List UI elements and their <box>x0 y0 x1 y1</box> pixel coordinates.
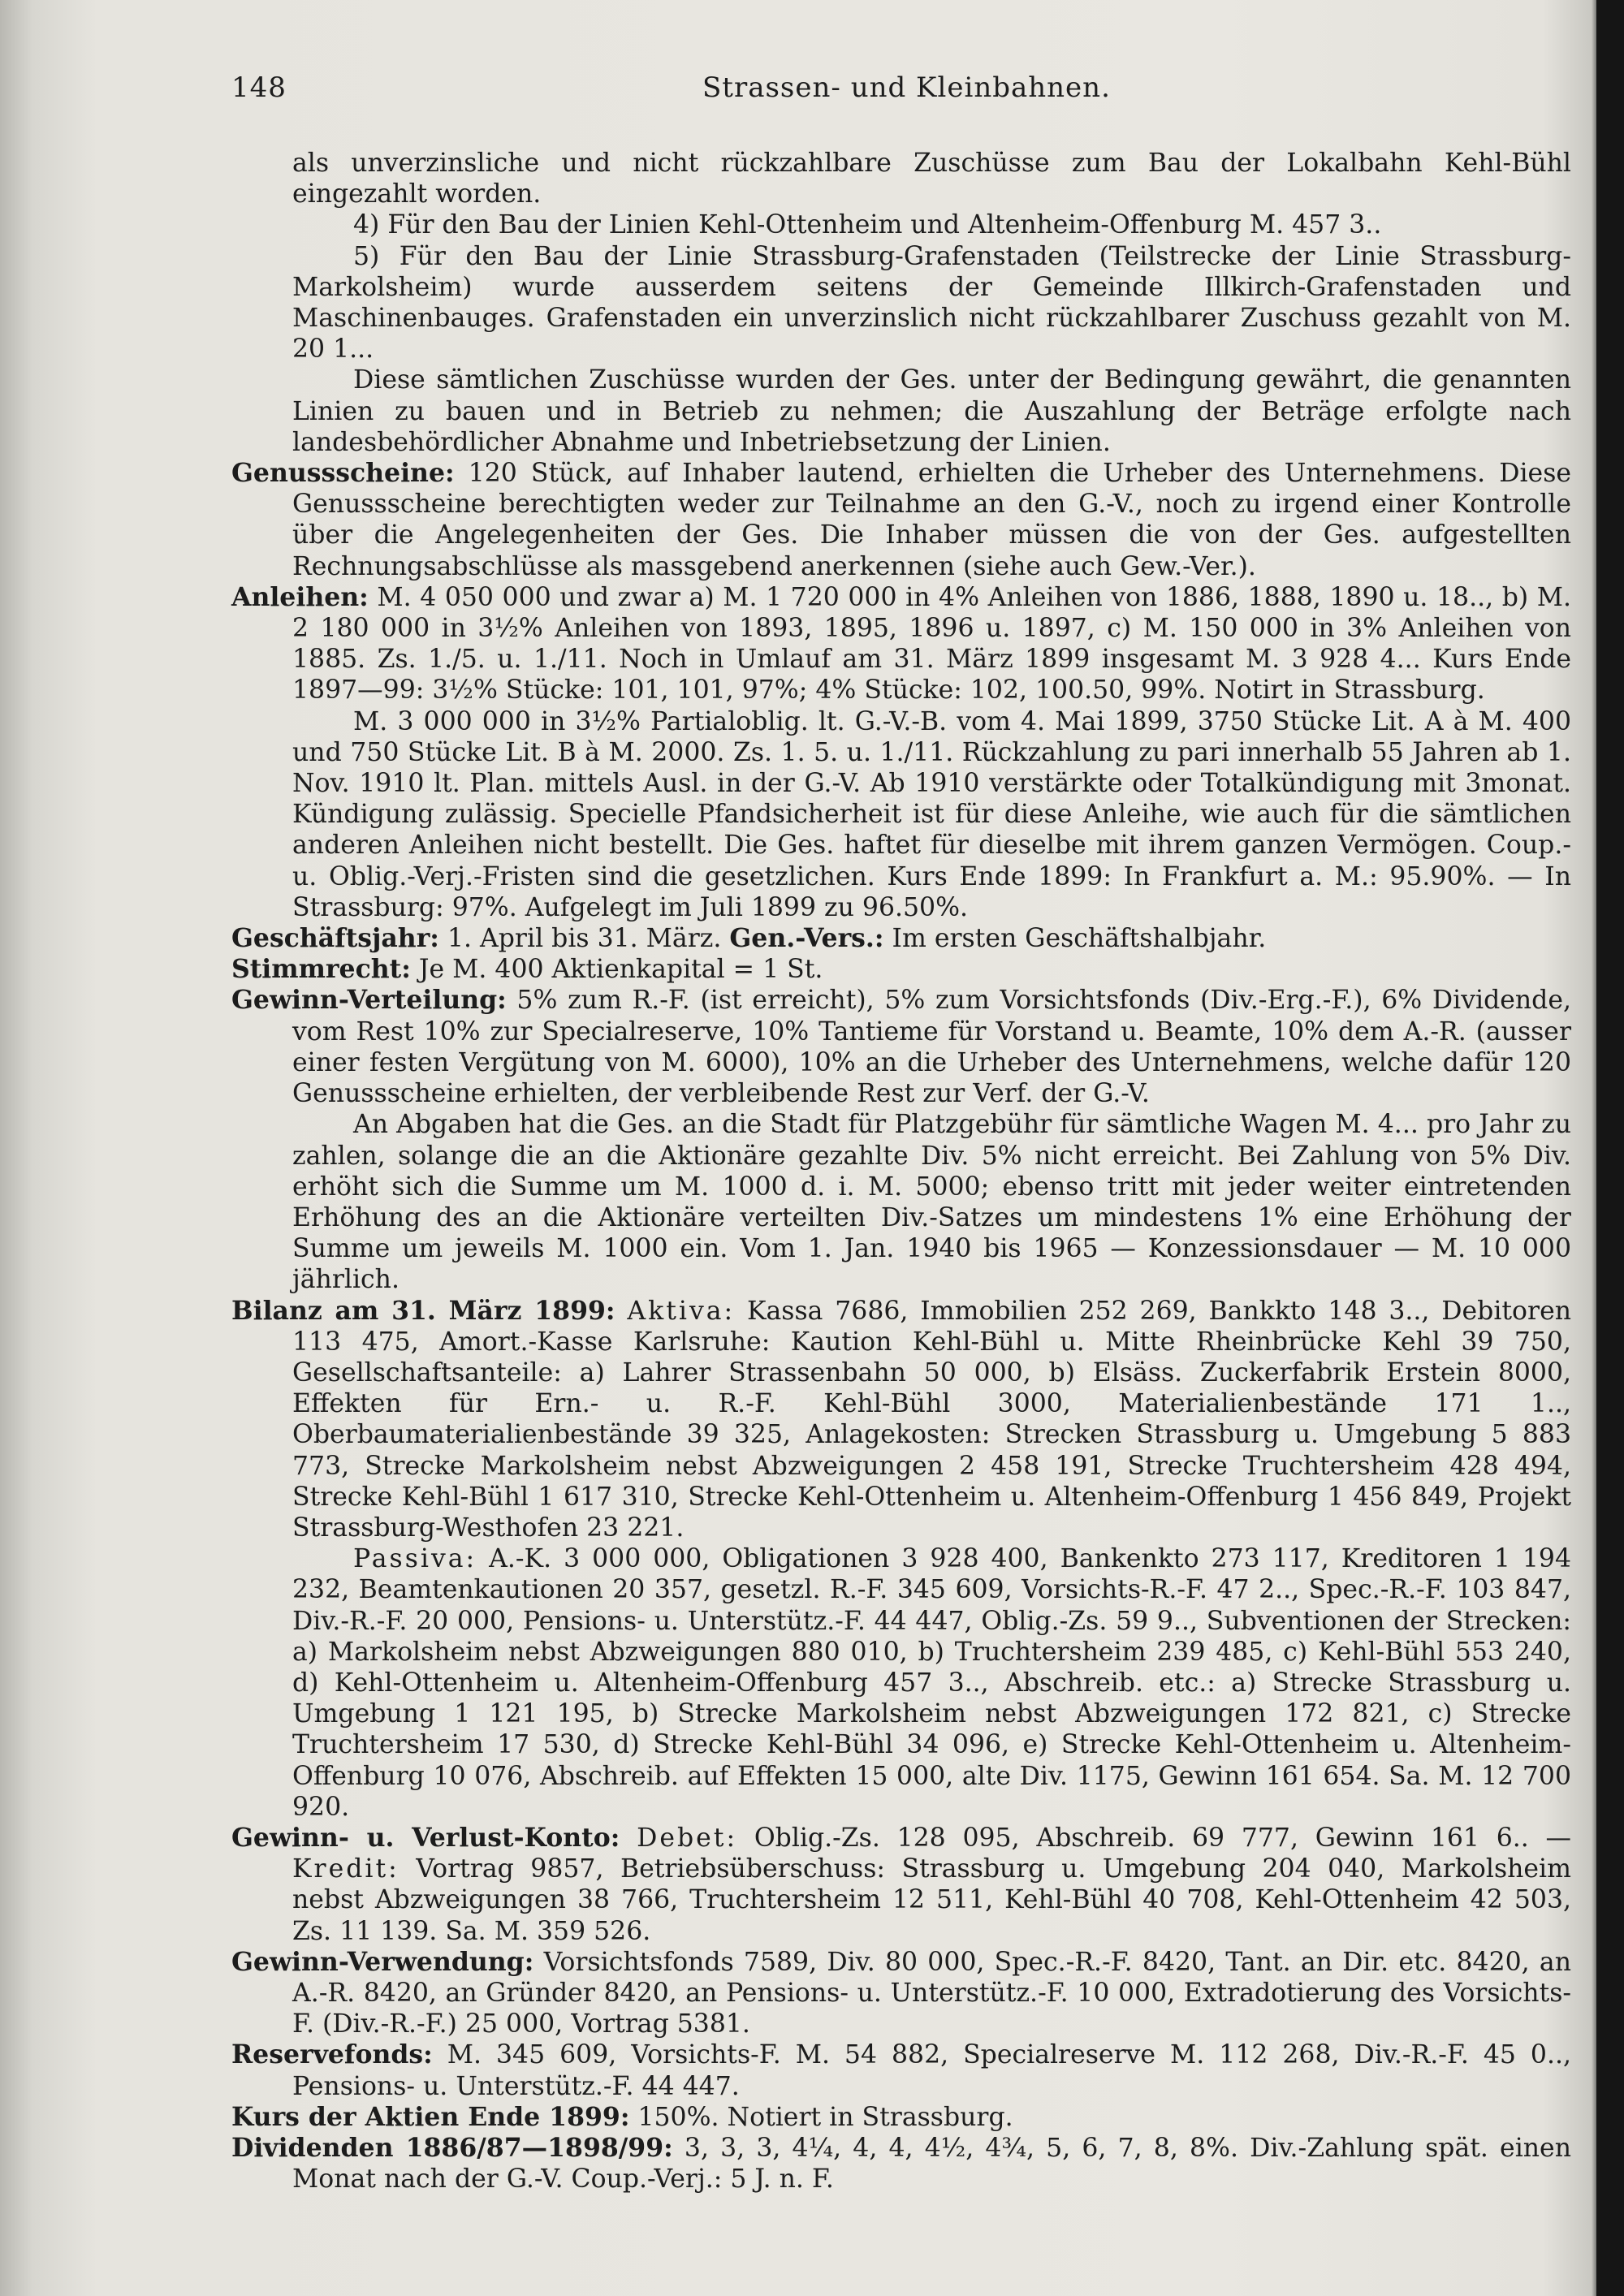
section-heading: Gewinn- u. Verlust-Konto: <box>231 1822 620 1853</box>
section-heading: Gewinn-Verteilung: <box>231 985 507 1016</box>
paragraph-p11 <box>231 1109 1571 1295</box>
text-body <box>231 148 1571 2195</box>
page-binding-edge <box>1596 0 1624 2296</box>
paragraph-text: 4) Für den Bau der Linien Kehl-Ottenheim und Altenheim-Offenburg M. 457 3.. <box>353 210 1382 240</box>
paragraph-p3 <box>231 241 1571 365</box>
paragraph-text: Oblig.-Zs. 128 095, Abschreib. 69 777, Gewinn 161 6.. — <box>737 1823 1572 1853</box>
section-heading: Kurs der Aktien Ende 1899: <box>231 2101 630 2132</box>
paragraph-text: 5% zum R.-F. (ist erreicht), 5% zum Vorsichtsfonds (Div.-Erg.-F.), 6% Dividende, vom Rest 10% zur Specialreserve, 10% Tantieme für Vorstand u. Beamte, 10% dem A.-R. (ausser einer festen Vergütung von M. 6000), 10% an die Urheber des Unternehmens, welche dafür 120 Genussscheine erhielten, der verbleibende Rest zur Verf. der G.-V. <box>292 986 1571 1109</box>
paragraph-text: Vortrag 9857, Betriebsüberschuss: Strassburg u. Umgebung 204 040, Markolsheim nebst Abzweigungen 38 766, Truchtersheim 12 511, Kehl-Bühl 40 708, Kehl-Ottenheim 42 503, Zs. 11 139. Sa. M. 359 526. <box>292 1854 1571 1946</box>
paragraph-p14 <box>231 1823 1571 1947</box>
paragraph-p8 <box>231 923 1571 954</box>
paragraph-p10 <box>231 985 1571 1109</box>
paragraph-text: A.-K. 3 000 000, Obligationen 3 928 400, Bankenkto 273 117, Kreditoren 1 194 232, Beamtenkautionen 20 357, gesetzl. R.-F. 345 609, Vorsichts-R.-F. 47 2.., Spec.-R.-F. 103 847, Div.-R.-F. 20 000, Pensions- u. Unterstütz.-F. 44 447, Oblig.-Zs. 59 9.., Subventionen der Strecken: a) Markolsheim nebst Abzweigungen 880 010, b) Truchtersheim 239 485, c) Kehl-Bühl 553 240, d) Kehl-Ottenheim u. Altenheim-Offenburg 457 3.., Abschreib. etc.: a) Strecke Strassburg u. Umgebung 1 121 195, b) Strecke Markolsheim nebst Abzweigungen 172 821, c) Strecke Truchtersheim 17 530, d) Strecke Kehl-Bühl 34 096, e) Strecke Kehl-Ottenheim u. Altenheim-Offenburg 10 076, Abschreib. auf Effekten 15 000, alte Div. 1175, Gewinn 161 654. Sa. M. 12 700 920. <box>292 1544 1571 1822</box>
paragraph-p13 <box>231 1543 1571 1823</box>
section-heading: Bilanz am 31. März 1899: <box>231 1295 615 1326</box>
paragraph-p6 <box>231 582 1571 706</box>
paragraph-text: 150%. Notiert in Strassburg. <box>629 2102 1013 2132</box>
paragraph-p2 <box>231 209 1571 240</box>
section-heading: Dividenden 1886/87—1898/99: <box>231 2133 673 2163</box>
paragraph-text: M. 345 609, Vorsichts-F. M. 54 882, Specialreserve M. 112 268, Div.-R.-F. 45 0.., Pensions- u. Unterstütz.-F. 44 447. <box>292 2040 1571 2101</box>
paragraph-text: An Abgaben hat die Ges. an die Stadt für Platzgebühr für sämtliche Wagen M. 4... pro Jahr zu zahlen, solange die an die Aktionäre gezahlte Div. 5% nicht erreicht. Bei Zahlung von 5% Div. erhöht sich die Summe um M. 1000 d. i. M. 5000; ebenso tritt mit jeder weiter eintretenden Erhöhung des an die Aktionäre verteilten Div.-Satzes um mindestens 1% eine Erhöhung der Summe um jeweils M. 1000 ein. Vom 1. Jan. 1940 bis 1965 — Konzessionsdauer — M. 10 000 jährlich. <box>292 1110 1571 1295</box>
paragraph-text: Je M. 400 Aktienkapital = 1 St. <box>410 955 823 985</box>
paragraph-p9 <box>231 954 1571 985</box>
page-number: 148 <box>231 71 287 104</box>
running-title: Strassen- und Kleinbahnen. <box>702 71 1111 104</box>
section-heading: Stimmrecht: <box>231 954 411 985</box>
paragraph-text: 5) Für den Bau der Linie Strassburg-Grafenstaden (Teilstrecke der Linie Strassburg-Markolsheim) wurde ausserdem seitens der Gemeinde Illkirch-Grafenstaden und Maschinenbauges. Grafenstaden ein unverzinslich nicht rückzahlbarer Zuschuss gezahlt von M. 20 1... <box>292 241 1571 365</box>
paragraph-p17 <box>231 2102 1571 2133</box>
paragraph-text <box>615 1297 628 1326</box>
paragraph-text: Diese sämtlichen Zuschüsse wurden der Ges. unter der Bedingung gewährt, die genannten Linien zu bauen und in Betrieb zu nehmen; die Auszahlung der Beträge erfolgte nach landesbehördlicher Abnahme und Inbetriebsetzung der Linien. <box>292 365 1571 457</box>
section-heading: Genussscheine: <box>231 458 455 489</box>
paragraph-text: 1. April bis 31. März. <box>438 924 730 954</box>
section-heading: Anleihen: <box>231 581 369 612</box>
paragraph-p18 <box>231 2133 1571 2195</box>
paragraph-p4 <box>231 365 1571 458</box>
paragraph-text: Kassa 7686, Immobilien 252 269, Bankkto 148 3.., Debitoren 113 475, Amort.-Kasse Karlsruhe: Kaution Kehl-Bühl u. Mitte Rheinbrücke Kehl 39 750, Gesellschaftsanteile: a) Lahrer Strassenbahn 50 000, b) Elsäss. Zuckerfabrik Erstein 8000, Effekten für Ern.- u. R.-F. Kehl-Bühl 3000, Materialienbestände 171 1.., Oberbaumaterialienbestände 39 325, Anlagekosten: Strecken Strassburg u. Umgebung 5 883 773, Strecke Markolsheim nebst Abzweigungen 2 458 191, Strecke Truchtersheim 428 494, Strecke Kehl-Bühl 1 617 310, Strecke Kehl-Ottenheim u. Altenheim-Offenburg 1 456 849, Projekt Strassburg-Westhofen 23 221. <box>292 1296 1572 1543</box>
paragraph-p1 <box>231 148 1571 209</box>
paragraph-text <box>620 1823 637 1853</box>
paragraph-text: 3, 3, 3, 4¼, 4, 4, 4½, 4¾, 5, 6, 7, 8, 8%. Div.-Zahlung spät. einen Monat nach der G.-V. Coup.-Verj.: 5 J. n. F. <box>292 2134 1571 2195</box>
paragraph-p5 <box>231 458 1571 582</box>
paragraph-p7 <box>231 706 1571 923</box>
paragraph-text: M. 3 000 000 in 3½% Partialoblig. lt. G.-V.-B. vom 4. Mai 1899, 3750 Stücke Lit. A à M. 400 und 750 Stücke Lit. B à M. 2000. Zs. 1. 5. u. 1./11. Rückzahlung zu pari innerhalb 55 Jahren ab 1. Nov. 1910 lt. Plan. mittels Ausl. in der G.-V. Ab 1910 verstärkte oder Totalkündigung mit 3monat. Kündigung zulässig. Specielle Pfandsicherheit ist für diese Anleihe, wie auch für die sämtlichen anderen Anleihen nicht bestellt. Die Ges. haftet für dieselbe mit ihrem ganzen Vermögen. Coup.- u. Oblig.-Verj.-Fristen sind die gesetzlichen. Kurs Ende 1899: In Frankfurt a. M.: 95.90%. — In Strassburg: 97%. Aufgelegt im Juli 1899 zu 96.50%. <box>292 706 1571 922</box>
section-heading: Gen.-Vers.: <box>729 923 884 954</box>
paragraph-p15 <box>231 1947 1571 2040</box>
section-heading: Gewinn-Verwendung: <box>231 1946 534 1977</box>
page-header <box>231 71 1571 112</box>
spaced-label: Kredit: <box>292 1854 400 1884</box>
paragraph-text: als unverzinsliche und nicht rückzahlbare Zuschüsse zum Bau der Lokalbahn Kehl-Bühl eingezahlt worden. <box>292 149 1571 209</box>
section-heading: Geschäftsjahr: <box>231 923 439 954</box>
section-heading: Reservefonds: <box>231 2039 433 2070</box>
paragraph-text: Im ersten Geschäftshalbjahr. <box>883 924 1267 954</box>
paragraph-text: Vorsichtsfonds 7589, Div. 80 000, Spec.-R.-F. 8420, Tant. an Dir. etc. 8420, an A.-R. 8420, an Gründer 8420, an Pensions- u. Unterstütz.-F. 10 000, Extradotierung des Vorsichts-F. (Div.-R.-F.) 25 000, Vortrag 5381. <box>292 1947 1571 2039</box>
paragraph-p12 <box>231 1296 1571 1544</box>
paragraph-p16 <box>231 2039 1571 2101</box>
spaced-label: Passiva: <box>353 1544 477 1574</box>
spaced-label: Aktiva: <box>627 1296 736 1326</box>
paragraph-text: M. 4 050 000 und zwar a) M. 1 720 000 in 4% Anleihen von 1886, 1888, 1890 u. 18.., b) M. 2 180 000 in 3½% Anleihen von 1893, 1895, 1896 u. 1897, c) M. 150 000 in 3% Anleihen von 1885. Zs. 1./5. u. 1./11. Noch in Umlauf am 31. März 1899 insgesamt M. 3 928 4... Kurs Ende 1897—99: 3½% Stücke: 101, 101, 97%; 4% Stücke: 102, 100.50, 99%. Notirt in Strassburg. <box>292 582 1571 706</box>
spaced-label: Debet: <box>637 1823 738 1853</box>
paragraph-text: 120 Stück, auf Inhaber lautend, erhielten die Urheber des Unternehmens. Diese Genussscheine berechtigten weder zur Teilnahme an den G.-V., noch zu irgend einer Kontrolle über die Angelegenheiten der Ges. Die Inhaber müssen die von der Ges. aufgestellten Rechnungsabschlüsse als massgebend anerkennen (siehe auch Gew.-Ver.). <box>292 459 1571 581</box>
